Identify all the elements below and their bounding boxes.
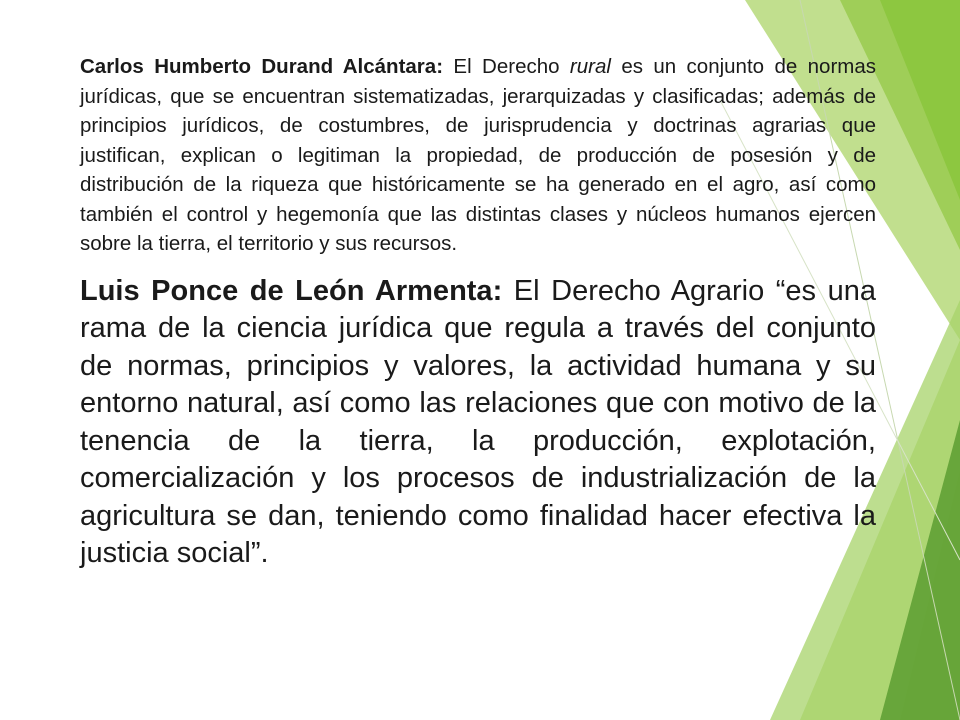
paragraph-text: El Derecho Agrario “es una rama de la ciencia jurídica que regula a través del conjunto de normas, principios y valores, la actividad humana y su entorno natural, así como las relaciones que con motivo de la tenencia de la tierra, la producción, explotación, comercialización y los procesos de industrialización de la agricultura se dan, teniendo como finalidad hacer efectiva la justicia social”. [80, 274, 876, 569]
author-name: Luis Ponce de León Armenta: [80, 274, 503, 307]
emphasized-word: rural [569, 55, 611, 78]
paragraph-text: El Derecho [443, 55, 570, 78]
definition-paragraph-durand [80, 52, 876, 259]
paragraph-text: es un conjunto de normas jurídicas, que se encuentran sistematizadas, jerarquizadas y clasificadas; además de principios jurídicos, de costumbres, de jurisprudencia y doctrinas agrarias que justifican, explican o legitiman la propiedad, de producción de posesión y de distribución de la riqueza que históricamente se ha generado en el agro, así como también el control y hegemonía que las distintas clases y núcleos humanos ejercen sobre la tierra, el territorio y sus recursos. [80, 55, 876, 255]
definition-paragraph-ponce [80, 273, 876, 573]
author-name: Carlos Humberto Durand Alcántara: [80, 55, 444, 78]
slide-content [80, 52, 876, 573]
